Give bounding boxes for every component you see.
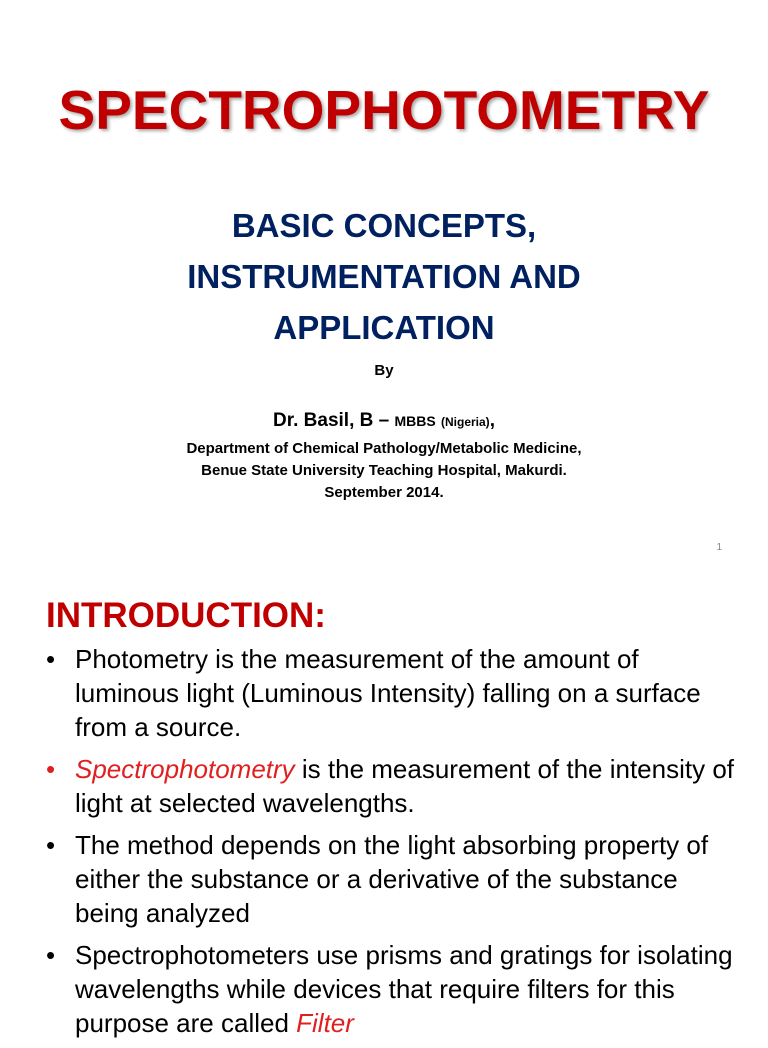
subtitle-line-2: INSTRUMENTATION AND — [187, 258, 581, 295]
bullet-icon: • — [46, 830, 56, 860]
author-tail: , — [489, 410, 495, 431]
bullet-list — [46, 642, 736, 1048]
bullet-item — [46, 642, 736, 744]
bullet-icon: • — [46, 754, 56, 784]
bullet-item — [46, 828, 736, 930]
bullet-text: is the measurement of the intensity of light at selected wavelengths. — [75, 754, 735, 818]
bullet-icon: • — [46, 644, 56, 674]
introduction-slide — [0, 576, 768, 1038]
bullet-text: Spectrophotometers use prisms and gratings for isolating wavelengths while devices that require filters for this purpose are called — [75, 940, 733, 1038]
bullet-item — [46, 938, 736, 1040]
bullet-item — [46, 752, 736, 820]
subtitle-line-1: BASIC CONCEPTS, — [231, 207, 537, 244]
author-name: Dr. Basil, B – — [273, 410, 395, 431]
author-line — [0, 410, 768, 432]
intro-title: INTRODUCTION: — [46, 596, 326, 635]
department: Department of Chemical Pathology/Metabolic Medicine, — [186, 440, 582, 457]
bullet-highlight: Spectrophotometry — [75, 754, 295, 784]
bullet-icon: • — [46, 940, 56, 970]
subtitle-line-3: APPLICATION — [273, 309, 495, 346]
date: September 2014. — [324, 484, 444, 501]
author-degree: MBBS — [394, 413, 436, 429]
affiliation — [0, 438, 768, 504]
hospital: Benue State University Teaching Hospital, Makurdi. — [201, 462, 567, 479]
by-label: By — [374, 362, 394, 379]
author-country: (Nigeria) — [441, 415, 490, 429]
page-number: 1 — [716, 542, 722, 553]
main-title: SPECTROPHOTOMETRY — [58, 79, 710, 141]
bullet-text: The method depends on the light absorbing property of either the substance or a derivative of the substance being analyzed — [75, 830, 709, 928]
subtitle — [0, 200, 768, 353]
bullet-highlight-tail: Filter — [296, 1008, 354, 1038]
bullet-text: Photometry is the measurement of the amount of luminous light (Luminous Intensity) falling on a surface from a source. — [75, 644, 701, 742]
